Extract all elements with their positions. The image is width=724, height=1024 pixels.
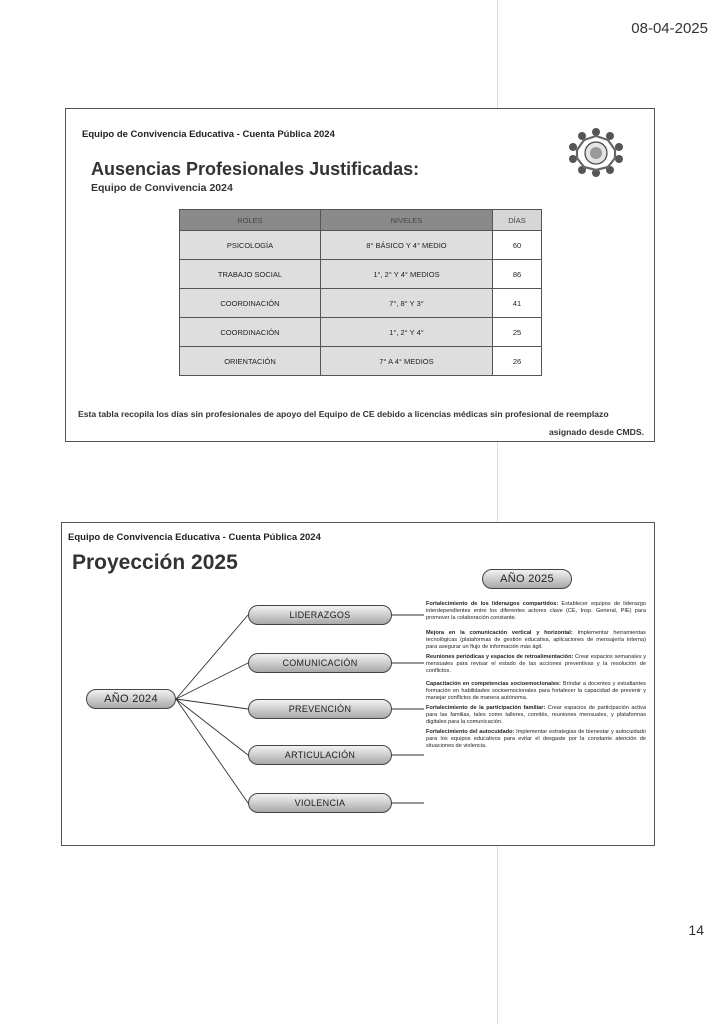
slide-header: Equipo de Convivencia Educativa - Cuenta Pública 2024	[68, 532, 321, 543]
goals-list	[426, 601, 646, 753]
slide-projection	[61, 522, 655, 846]
role-cell: ORIENTACIÓN	[180, 347, 321, 376]
table-row	[180, 231, 542, 260]
slide-subtitle: Equipo de Convivencia 2024	[91, 182, 233, 194]
level-cell: 7° A 4° MEDIOS	[320, 347, 492, 376]
level-cell: 1°, 2° Y 4° MEDIOS	[320, 260, 492, 289]
goal-title: Reuniones periódicas y espacios de retroalimentación:	[426, 654, 574, 660]
table-row	[180, 318, 542, 347]
table-row	[180, 347, 542, 376]
level-cell: 1°, 2° Y 4°	[320, 318, 492, 347]
page-number: 14	[688, 922, 704, 938]
table-row	[180, 289, 542, 318]
school-logo-icon	[564, 126, 628, 178]
table-note	[78, 405, 644, 441]
table-note-line: Esta tabla recopila los días sin profesionales de apoyo del Equipo de CE debido a licencias médicas sin profesional de reemplazo	[78, 409, 609, 419]
role-cell: COORDINACIÓN	[180, 318, 321, 347]
goal-item	[426, 681, 646, 702]
goal-text: Brindar a docentes y estudiantes formación en habilidades socioemocionales para fortalecer la capacidad de prevenir y manejar conflictos de manera autónoma.	[426, 681, 646, 701]
goal-title: Mejora en la comunicación vertical y horizontal:	[426, 630, 573, 636]
goal-item	[426, 601, 646, 622]
slide-title: Proyección 2025	[72, 551, 238, 574]
column-header-roles: ROLES	[180, 210, 321, 231]
level-cell: 7°, 8° Y 3°	[320, 289, 492, 318]
role-cell: PSICOLOGÍA	[180, 231, 321, 260]
goal-text: Implementar estrategias de bienestar y autocuidado para los equipos educativos para evitar el desgaste por la constante atención de situaciones de violencia.	[426, 729, 646, 749]
role-cell: TRABAJO SOCIAL	[180, 260, 321, 289]
days-cell: 86	[493, 260, 542, 289]
category-leadership: LIDERAZGOS	[248, 605, 392, 625]
column-header-days: DÍAS	[493, 210, 542, 231]
table-header-row	[180, 210, 542, 231]
goal-title: Fortalecimiento del autocuidado:	[426, 729, 515, 735]
year-2024-badge: AÑO 2024	[86, 689, 176, 709]
slide-absences	[65, 108, 655, 442]
page-date: 08-04-2025	[631, 20, 708, 37]
goal-title: Capacitación en competencias socioemocionales:	[426, 681, 561, 687]
goal-title: Fortalecimiento de los liderazgos compartidos:	[426, 601, 559, 607]
level-cell: 8° BÁSICO Y 4° MEDIO	[320, 231, 492, 260]
category-violence: VIOLENCIA	[248, 793, 392, 813]
goal-text: Implementar herramientas tecnológicas (plataformas de gestión educativa, aplicaciones de mensajería interna) para asegurar un flujo de información más ágil.	[426, 630, 646, 650]
table-note-line: asignado desde CMDS.	[548, 427, 644, 437]
table-row	[180, 260, 542, 289]
slide-title: Ausencias Profesionales Justificadas:	[91, 159, 420, 179]
days-cell: 26	[493, 347, 542, 376]
year-2025-badge: AÑO 2025	[482, 569, 572, 589]
category-prevention: PREVENCIÓN	[248, 699, 392, 719]
slide-header: Equipo de Convivencia Educativa - Cuenta Pública 2024	[82, 129, 335, 140]
category-communication: COMUNICACIÓN	[248, 653, 392, 673]
goal-item	[426, 705, 646, 726]
goal-title: Fortalecimiento de la participación familiar:	[426, 705, 546, 711]
category-articulation: ARTICULACIÓN	[248, 745, 392, 765]
days-cell: 60	[493, 231, 542, 260]
role-cell: COORDINACIÓN	[180, 289, 321, 318]
goal-item	[426, 630, 646, 651]
days-cell: 41	[493, 289, 542, 318]
absences-table	[179, 209, 542, 376]
goal-item	[426, 654, 646, 675]
goal-item	[426, 729, 646, 750]
days-cell: 25	[493, 318, 542, 347]
column-header-levels: NIVELES	[320, 210, 492, 231]
goal-text: Crear espacios de participación activa para las familias, tales como talleres, comités, reuniones mensuales, y plataformas digitales para la comunicación.	[426, 705, 646, 725]
goal-text: Crear espacios semanales y mensuales para revisar el estado de las acciones preventivas y la resolución de conflictos.	[426, 654, 646, 674]
goal-text: Establecer equipos de liderazgo interdependientes entre los diferentes actores clave (CE, Insp. General, PIE) para promover la colaboración constante.	[426, 601, 646, 621]
